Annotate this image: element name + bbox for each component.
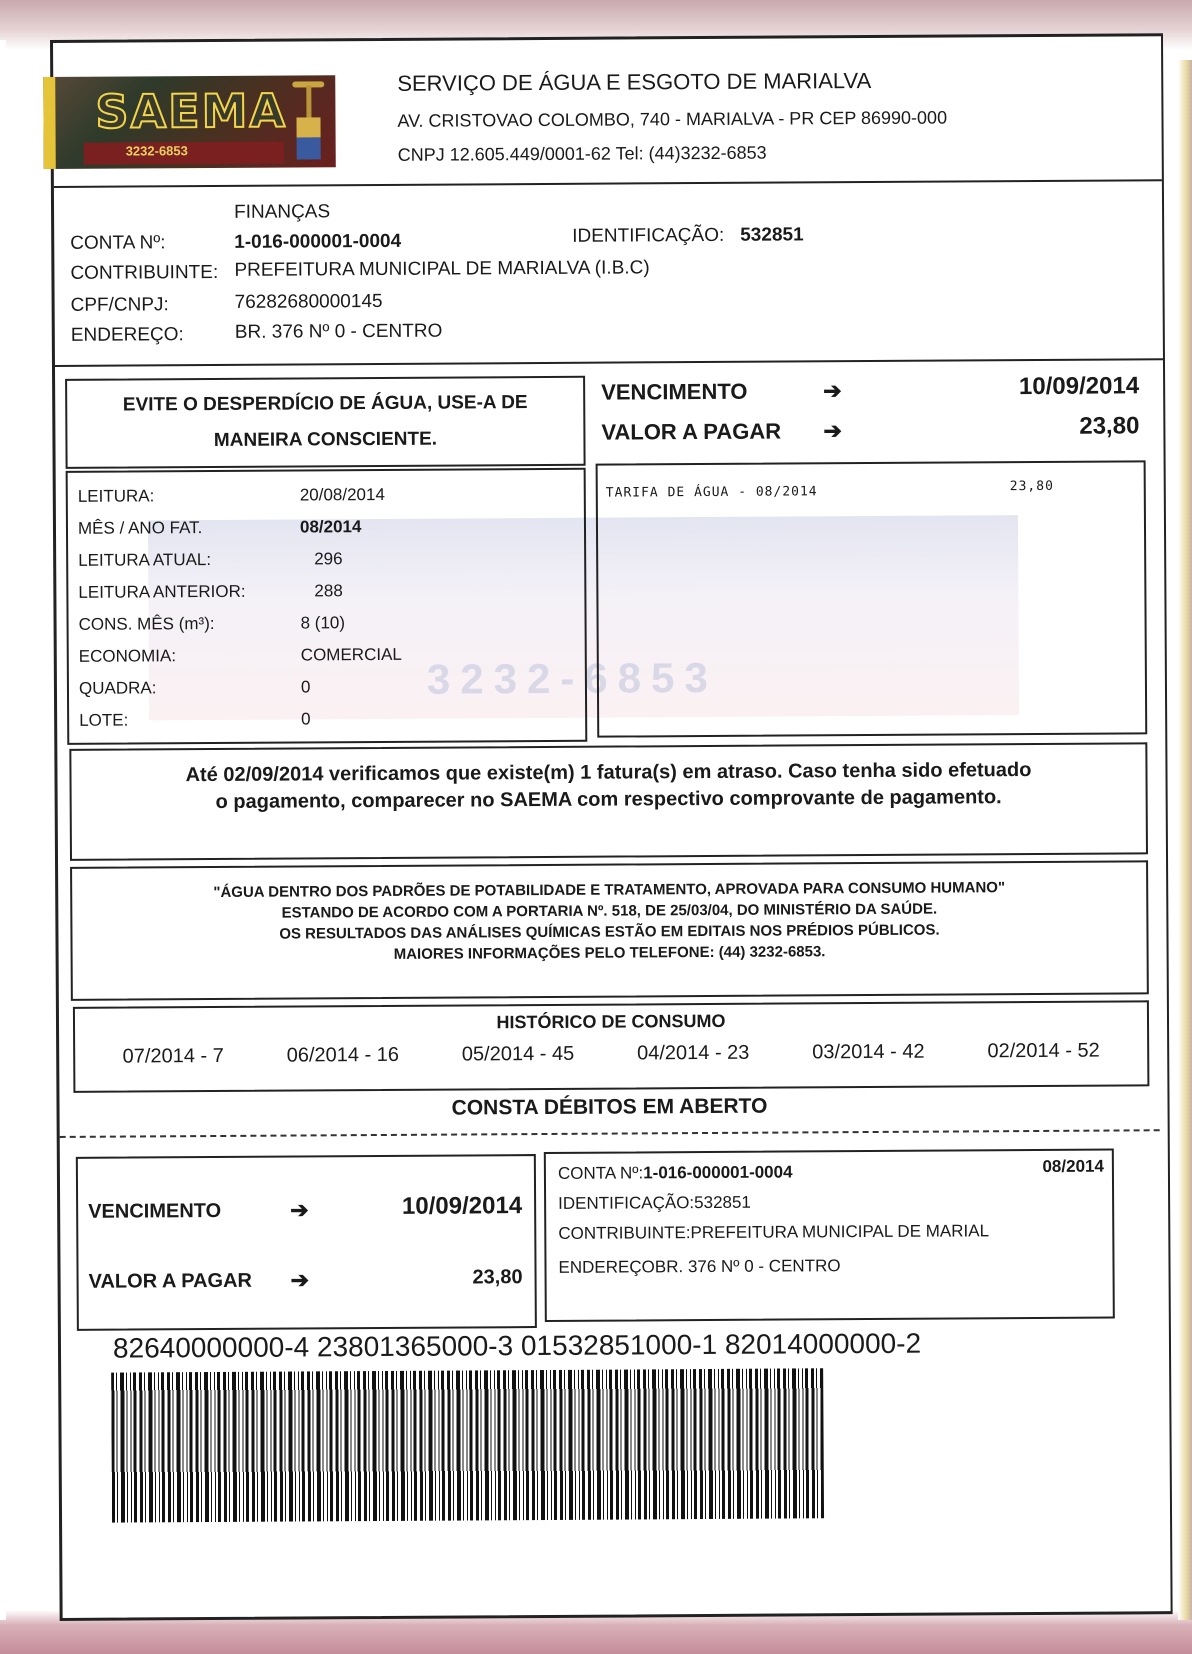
history-title: HISTÓRICO DE CONSUMO	[496, 1010, 726, 1033]
watermark-phone: 3232-6853	[426, 653, 718, 703]
arrow-right-icon: ➔	[823, 418, 842, 444]
company-cnpj-phone: CNPJ 12.605.449/0001-62 Tel: (44)3232-6853	[397, 142, 767, 165]
overdue-notice	[69, 742, 1148, 861]
divider	[54, 179, 1162, 188]
history-entry: 06/2014 - 16	[286, 1043, 400, 1067]
stub-account-box	[544, 1149, 1115, 1322]
reading-row: LEITURA ATUAL: 296	[78, 549, 343, 570]
reading-row: LOTE: 0	[79, 709, 311, 730]
stub-endereco: ENDEREÇOBR. 376 Nº 0 - CENTRO	[558, 1256, 841, 1277]
reading-row: LEITURA ANTERIOR: 288	[78, 581, 343, 602]
contribuinte-label: CONTRIBUINTE:	[70, 261, 219, 284]
conta-value: 1-016-000001-0004	[234, 230, 402, 253]
logo-phone: 3232-6853	[125, 143, 188, 159]
department: FINANÇAS	[233, 201, 331, 223]
barcode-digits: 82640000000-4 23801365000-3 01532851000-1 82014000000-2	[112, 1327, 922, 1364]
arrow-right-icon: ➔	[290, 1197, 309, 1223]
valor-label: VALOR A PAGAR	[601, 418, 782, 445]
stub-valor-label: VALOR A PAGAR	[88, 1269, 252, 1293]
water-quality-notice	[70, 860, 1149, 1001]
charges-box	[596, 460, 1148, 737]
history-entry: 05/2014 - 45	[461, 1042, 575, 1066]
overdue-line-1: Até 02/09/2014 verificamos que existe(m) 1 fatura(s) em atraso. Caso tenha sido efetuado	[185, 759, 1032, 787]
valve-icon	[288, 77, 329, 163]
payment-summary	[601, 372, 1151, 445]
overdue-line-2: o pagamento, comparecer no SAEMA com respectivo comprovante de pagamento.	[215, 786, 1002, 814]
scan-edge-right	[1178, 60, 1192, 1620]
quality-line-3: OS RESULTADOS DAS ANÁLISES QUÍMICAS ESTÃO EM EDITAIS NOS PRÉDIOS PÚBLICOS.	[279, 921, 940, 943]
history-entries	[75, 1039, 1147, 1069]
arrow-right-icon: ➔	[290, 1267, 310, 1293]
reading-table	[78, 484, 570, 743]
vencimento-value: 10/09/2014	[1018, 372, 1140, 401]
reading-row: QUADRA: 0	[78, 677, 311, 698]
scan-edge-left	[0, 40, 6, 1620]
cpf-value: 76282680000145	[234, 290, 383, 313]
contribuinte-value: PREFEITURA MUNICIPAL DE MARIALVA (I.B.C)	[234, 257, 650, 281]
history-entry: 04/2014 - 23	[636, 1041, 750, 1065]
identificacao-label: IDENTIFICAÇÃO:	[572, 224, 725, 247]
reading-row: ECONOMIA: COMERCIAL	[78, 644, 402, 666]
water-bill-document	[50, 33, 1173, 1621]
company-name: SERVIÇO DE ÁGUA E ESGOTO DE MARIALVA	[397, 67, 872, 96]
history-entry: 07/2014 - 7	[122, 1044, 224, 1068]
arrow-right-icon: ➔	[823, 378, 842, 404]
saema-logo	[43, 75, 336, 169]
valor-value: 23,80	[1079, 412, 1140, 440]
notice-line-2: MANEIRA CONSCIENTE.	[213, 428, 438, 452]
cpf-label: CPF/CNPJ:	[70, 294, 169, 316]
identificacao-value: 532851	[740, 224, 804, 246]
stub-payment-box	[76, 1154, 537, 1331]
conservation-notice	[65, 376, 586, 469]
history-entry: 03/2014 - 42	[812, 1040, 925, 1064]
company-address: AV. CRISTOVAO COLOMBO, 740 - MARIALVA - PR CEP 86990-000	[397, 107, 948, 131]
stub-vencimento-label: VENCIMENTO	[88, 1199, 222, 1223]
charge-amount: 23,80	[1009, 478, 1054, 495]
stub-identificacao: IDENTIFICAÇÃO:532851	[558, 1192, 751, 1213]
reading-row: MÊS / ANO FAT. 08/2014	[77, 517, 362, 538]
tear-line	[60, 1129, 1160, 1138]
charge-description: TARIFA DE ÁGUA - 08/2014	[605, 484, 818, 501]
stub-valor-value: 23,80	[472, 1266, 523, 1289]
endereco-value: BR. 376 Nº 0 - CENTRO	[234, 320, 443, 343]
history-entry: 02/2014 - 52	[987, 1039, 1100, 1063]
stub-contribuinte: CONTRIBUINTE:PREFEITURA MUNICIPAL DE MARIAL	[558, 1221, 990, 1243]
vencimento-label: VENCIMENTO	[601, 378, 748, 405]
quality-line-4: MAIORES INFORMAÇÕES PELO TELEFONE: (44) 3232-6853.	[393, 943, 826, 963]
conta-label: CONTA Nº:	[70, 232, 166, 254]
stub-vencimento-value: 10/09/2014	[401, 1192, 523, 1220]
reading-row: LEITURA: 20/08/2014	[77, 484, 385, 506]
stub-conta: CONTA Nº:1-016-000001-0004	[557, 1162, 793, 1183]
stub-ref-month: 08/2014	[1042, 1156, 1104, 1176]
divider	[55, 358, 1163, 367]
debts-notice: CONSTA DÉBITOS EM ABERTO	[451, 1094, 768, 1120]
quality-line-1: "ÁGUA DENTRO DOS PADRÕES DE POTABILIDADE E TRATAMENTO, APROVADA PARA CONSUMO HUMANO"	[213, 879, 1006, 902]
barcode	[111, 1368, 824, 1522]
consumption-history	[73, 1000, 1150, 1093]
notice-line-1: EVITE O DESPERDÍCIO DE ÁGUA, USE-A DE	[122, 392, 528, 416]
logo-wordmark: SAEMA	[95, 83, 288, 139]
endereco-label: ENDEREÇO:	[70, 324, 184, 346]
reading-row: CONS. MÊS (m³): 8 (10)	[78, 613, 346, 634]
quality-line-2: ESTANDO DE ACORDO COM A PORTARIA Nº. 518, DE 25/03/04, DO MINISTÉRIO DA SAÚDE.	[281, 900, 938, 922]
